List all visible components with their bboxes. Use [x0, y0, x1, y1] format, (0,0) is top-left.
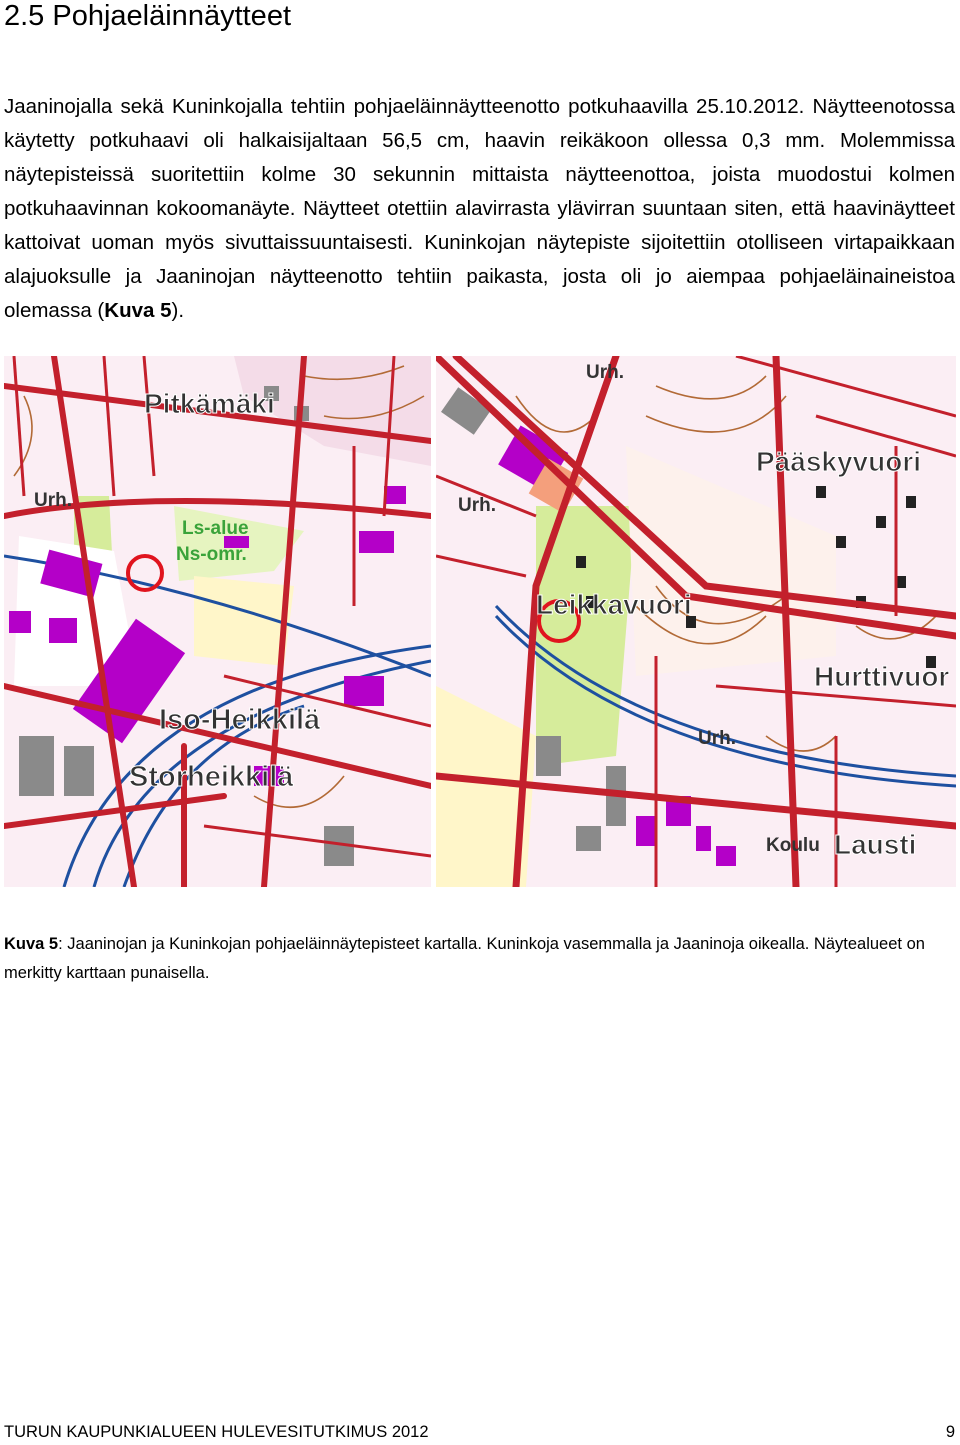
- footer-title: TURUN KAUPUNKIALUEEN HULEVESITUTKIMUS 2012: [4, 1423, 429, 1441]
- page-footer: [4, 1423, 955, 1442]
- caption-text: : Jaaninojan ja Kuninkojan pohjaeläinnäytepisteet kartalla. Kuninkoja vasemmalla ja Jaaninoja oikealla. Näytealueet on merkitty karttaan punaisella.: [4, 935, 925, 982]
- paragraph-end: ).: [171, 299, 185, 322]
- body-paragraph: [4, 90, 955, 328]
- figure-reference: Kuva 5: [104, 299, 172, 322]
- map-label-urh-left: Urh.: [458, 495, 496, 516]
- map-label-hurttivuori: Hurttivuor: [814, 661, 950, 692]
- map-jaaninoja: [436, 356, 956, 887]
- map-label-pitkamaki: Pitkämäki: [144, 388, 275, 419]
- map-label-koulu: Koulu: [766, 835, 820, 856]
- map-kuninkoja-image: [4, 356, 431, 887]
- map-figure: [4, 356, 956, 887]
- page-number: 9: [945, 1423, 955, 1441]
- section-heading: 2.5 Pohjaeläinnäytteet: [4, 0, 291, 32]
- figure-caption: [4, 930, 955, 988]
- paragraph-text: Jaaninojalla sekä Kuninkojalla tehtiin pohjaeläinnäytteenotto potkuhaavilla 25.10.2012. Näytteenotossa käytetty potkuhaavi oli halkaisijaltaan 56,5 cm, haavin reikäkoon ollessa 0,3 mm. Molemmissa näytepisteissä suoritettiin kolme 30 sekunnin mittaista näytteenottoa, joista muodostui kolmen potkuhaavinnan kokoomanäyte. Näytteet otettiin alavirrasta ylävirran suuntaan siten, että haavinäytteet kattoivat uoman myös sivuttaissuuntaisesti. Kuninkojan näytepiste sijoitettiin otolliseen virtapaikkaan alajuoksulle ja Jaaninojan näytteenotto tehtiin paikasta, josta oli jo aiempaa pohjaeläinaineistoa olemassa (: [4, 95, 955, 322]
- map-kuninkoja: [4, 356, 431, 887]
- map-label-urh-top: Urh.: [586, 362, 624, 383]
- caption-label: Kuva 5: [4, 935, 59, 953]
- map-label-ls-alue: Ls-alue: [182, 518, 249, 539]
- map-label-lausti: Lausti: [834, 829, 917, 860]
- map-label-iso-heikkila: Iso-Heikkilä: [159, 704, 321, 736]
- map-jaaninoja-image: [436, 356, 956, 887]
- map-label-urh-bottom: Urh.: [698, 728, 736, 749]
- map-label-paaskyvuori: Pääskyvuori: [756, 446, 921, 477]
- map-label-urh: Urh.: [34, 490, 72, 511]
- map-label-ns-omr: Ns-omr.: [176, 544, 247, 565]
- map-label-storheikkila: Storheikkilä: [129, 761, 294, 793]
- map-label-leikkavuori: Leikkavuori: [536, 589, 692, 620]
